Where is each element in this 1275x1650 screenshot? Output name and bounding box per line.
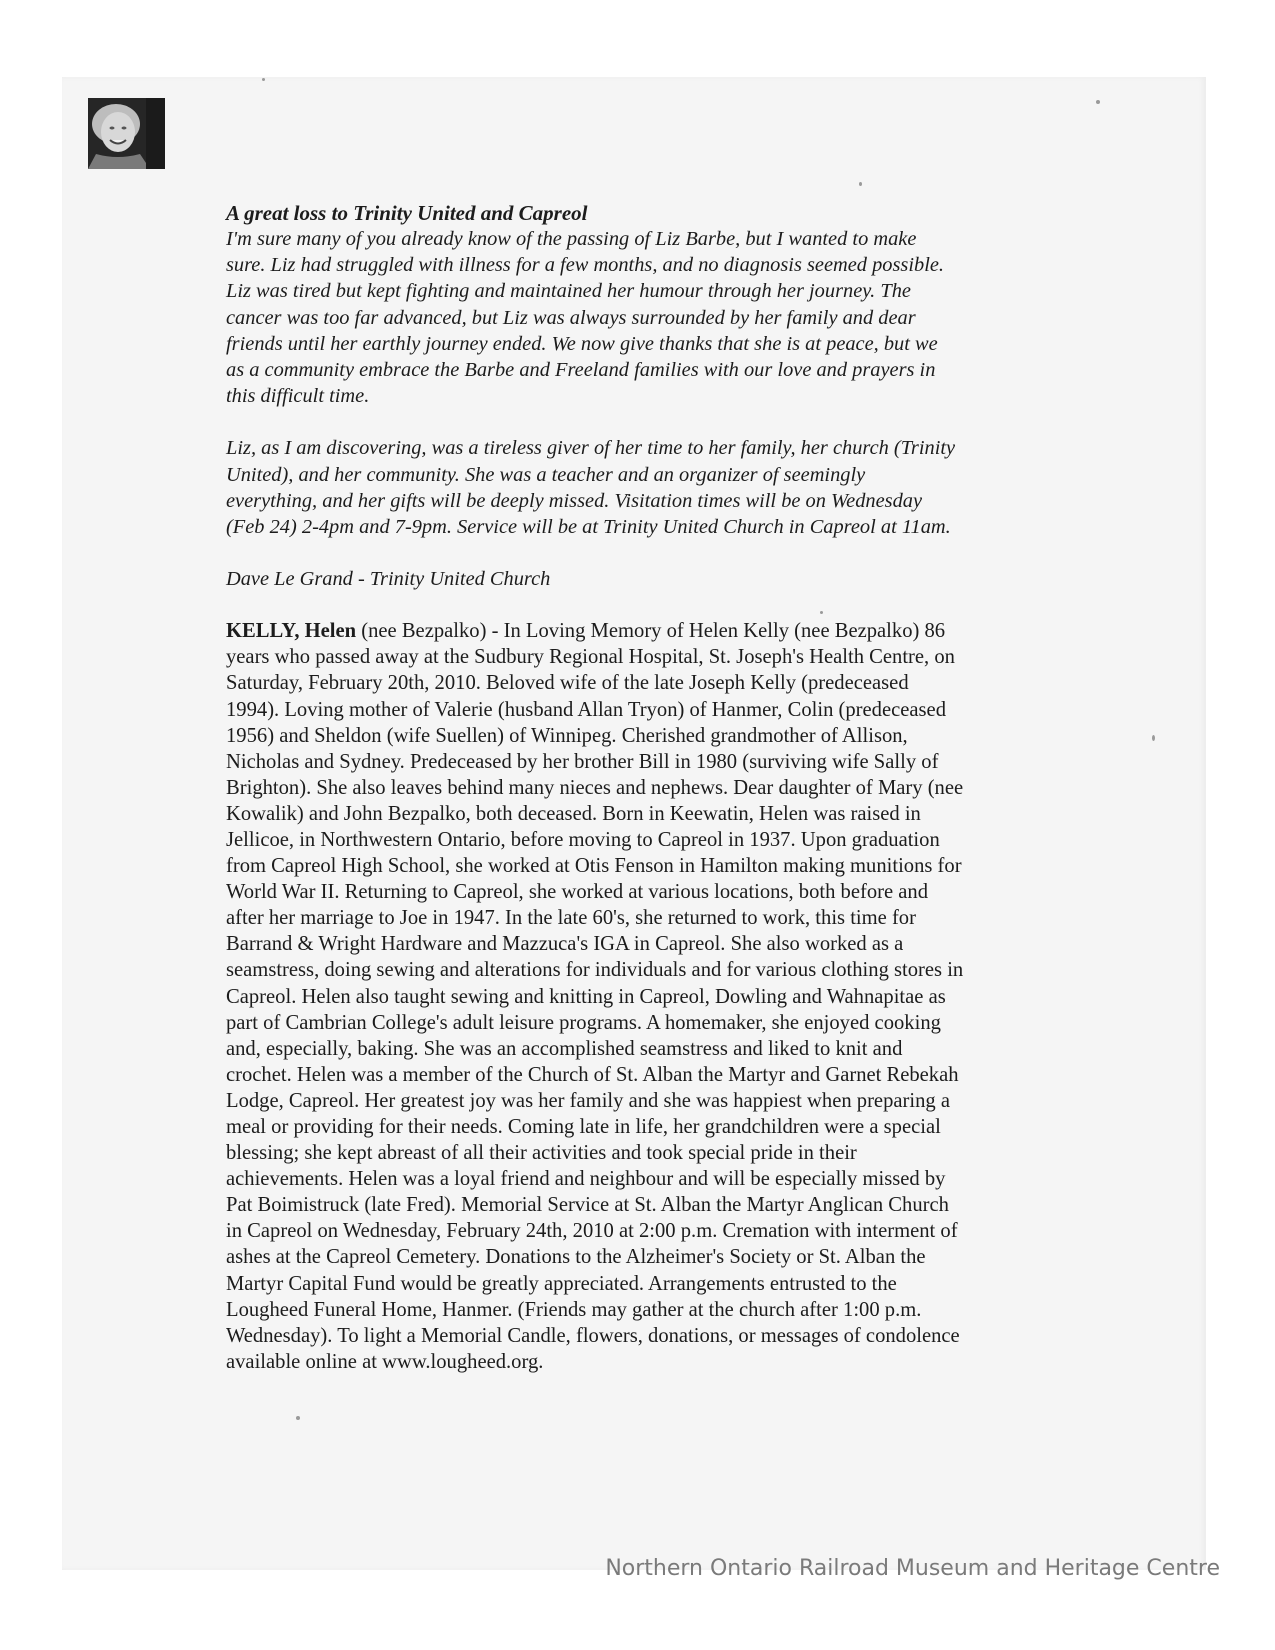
text-line: cancer was too far advanced, but Liz was always surrounded by her family and dear — [226, 306, 916, 329]
watermark-text: Northern Ontario Railroad Museum and Heritage Centre — [605, 1556, 1220, 1581]
article-heading: A great loss to Trinity United and Capreol — [226, 201, 588, 225]
text-line — [226, 618, 1076, 644]
text-line: (Feb 24) 2-4pm and 7-9pm. Service will be at Trinity United Church in Capreol at 11am. — [226, 516, 951, 539]
text-line: in Capreol on Wednesday, February 24th, 2010 at 2:00 p.m. Cremation with interment of — [226, 1220, 958, 1243]
text-line: Barrand & Wright Hardware and Mazzuca's IGA in Capreol. She also worked as a — [226, 933, 904, 956]
obituary-paragraph — [226, 618, 1076, 1375]
scan-speck — [296, 1416, 300, 1420]
text-line: and, especially, baking. She was an accomplished seamstress and liked to knit and — [226, 1037, 903, 1060]
text-line: friends until her earthly journey ended. We now give thanks that she is at peace, but we — [226, 332, 938, 355]
text-line: United), and her community. She was a teacher and an organizer of seemingly — [226, 463, 866, 486]
text-line: available online at www.lougheed.org. — [226, 1350, 544, 1373]
text-line: ashes at the Capreol Cemetery. Donations to the Alzheimer's Society or St. Alban the — [226, 1246, 926, 1269]
text-line: I'm sure many of you already know of the passing of Liz Barbe, but I wanted to make — [226, 228, 917, 250]
text-line: from Capreol High School, she worked at Otis Fenson in Hamilton making munitions for — [226, 855, 962, 878]
text-line: Lougheed Funeral Home, Hanmer. (Friends may gather at the church after 1:00 p.m. — [226, 1298, 922, 1321]
text-line: World War II. Returning to Capreol, she worked at various locations, both before and — [226, 881, 929, 904]
text-line: 1994). Loving mother of Valerie (husband Allan Tryon) of Hanmer, Colin (predeceased — [226, 698, 946, 721]
text-line: Lodge, Capreol. Her greatest joy was her family and she was happiest when preparing a — [226, 1089, 950, 1112]
text-line: this difficult time. — [226, 385, 370, 408]
portrait-image — [88, 98, 165, 169]
text-line: part of Cambrian College's adult leisure programs. A homemaker, she enjoyed cooking — [226, 1011, 941, 1034]
text-line: everything, and her gifts will be deeply missed. Visitation times will be on Wednesday — [226, 489, 923, 512]
text-line: seamstress, doing sewing and alterations for individuals and for various clothing stores in — [226, 959, 964, 982]
paragraph-gap — [226, 540, 1076, 566]
text-line: Saturday, February 20th, 2010. Beloved wife of the late Joseph Kelly (predeceased — [226, 672, 909, 695]
text-line: as a community embrace the Barbe and Freeland families with our love and prayers in — [226, 359, 936, 382]
paragraph-gap — [226, 409, 1076, 435]
article-paragraph-2 — [226, 435, 1076, 540]
text-line: Martyr Capital Fund would be greatly appreciated. Arrangements entrusted to the — [226, 1272, 897, 1295]
scan-speck — [262, 78, 265, 81]
document-body — [226, 200, 1076, 1375]
text-line: achievements. Helen was a loyal friend and neighbour and will be especially missed by — [226, 1168, 946, 1191]
text-line: Liz, as I am discovering, was a tireless giver of her time to her family, her church (Trinity — [226, 437, 956, 460]
text-line: Brighton). She also leaves behind many nieces and nephews. Dear daughter of Mary (nee — [226, 776, 964, 799]
text-line: 1956) and Sheldon (wife Suellen) of Winnipeg. Cherished grandmother of Allison, — [226, 724, 908, 747]
article-paragraph-1 — [226, 226, 1076, 409]
portrait-photo — [88, 98, 165, 169]
text-line: crochet. Helen was a member of the Church of St. Alban the Martyr and Garnet Rebekah — [226, 1063, 959, 1086]
text-line: blessing; she kept abreast of all their activities and took special pride in their — [226, 1142, 857, 1165]
text-line: years who passed away at the Sudbury Regional Hospital, St. Joseph's Health Centre, on — [226, 646, 955, 669]
article-signature: Dave Le Grand - Trinity United Church — [226, 568, 551, 591]
paragraph-gap — [226, 592, 1076, 618]
obituary-first-line: (nee Bezpalko) - In Loving Memory of Helen Kelly (nee Bezpalko) 86 — [356, 620, 946, 643]
text-line: Pat Boimistruck (late Fred). Memorial Service at St. Alban the Martyr Anglican Church — [226, 1194, 949, 1217]
obituary-name: KELLY, Helen — [226, 620, 357, 643]
text-line: Capreol. Helen also taught sewing and knitting in Capreol, Dowling and Wahnapitae as — [226, 985, 946, 1008]
text-line: Nicholas and Sydney. Predeceased by her brother Bill in 1980 (surviving wife Sally of — [226, 750, 939, 773]
scan-speck — [1096, 100, 1100, 104]
scan-speck — [1152, 735, 1155, 741]
text-line: Kowalik) and John Bezpalko, both deceased. Born in Keewatin, Helen was raised in — [226, 802, 921, 825]
text-line: after her marriage to Joe in 1947. In the late 60's, she returned to work, this time for — [226, 907, 916, 930]
text-line: meal or providing for their needs. Coming late in life, her grandchildren were a special — [226, 1116, 941, 1139]
text-line: Jellicoe, in Northwestern Ontario, before moving to Capreol in 1937. Upon graduation — [226, 828, 940, 851]
text-line: sure. Liz had struggled with illness for a few months, and no diagnosis seemed possible. — [226, 254, 945, 277]
scan-speck — [859, 182, 862, 186]
text-line: Liz was tired but kept fighting and maintained her humour through her journey. The — [226, 280, 911, 303]
text-line: Wednesday). To light a Memorial Candle, flowers, donations, or messages of condolence — [226, 1324, 960, 1347]
